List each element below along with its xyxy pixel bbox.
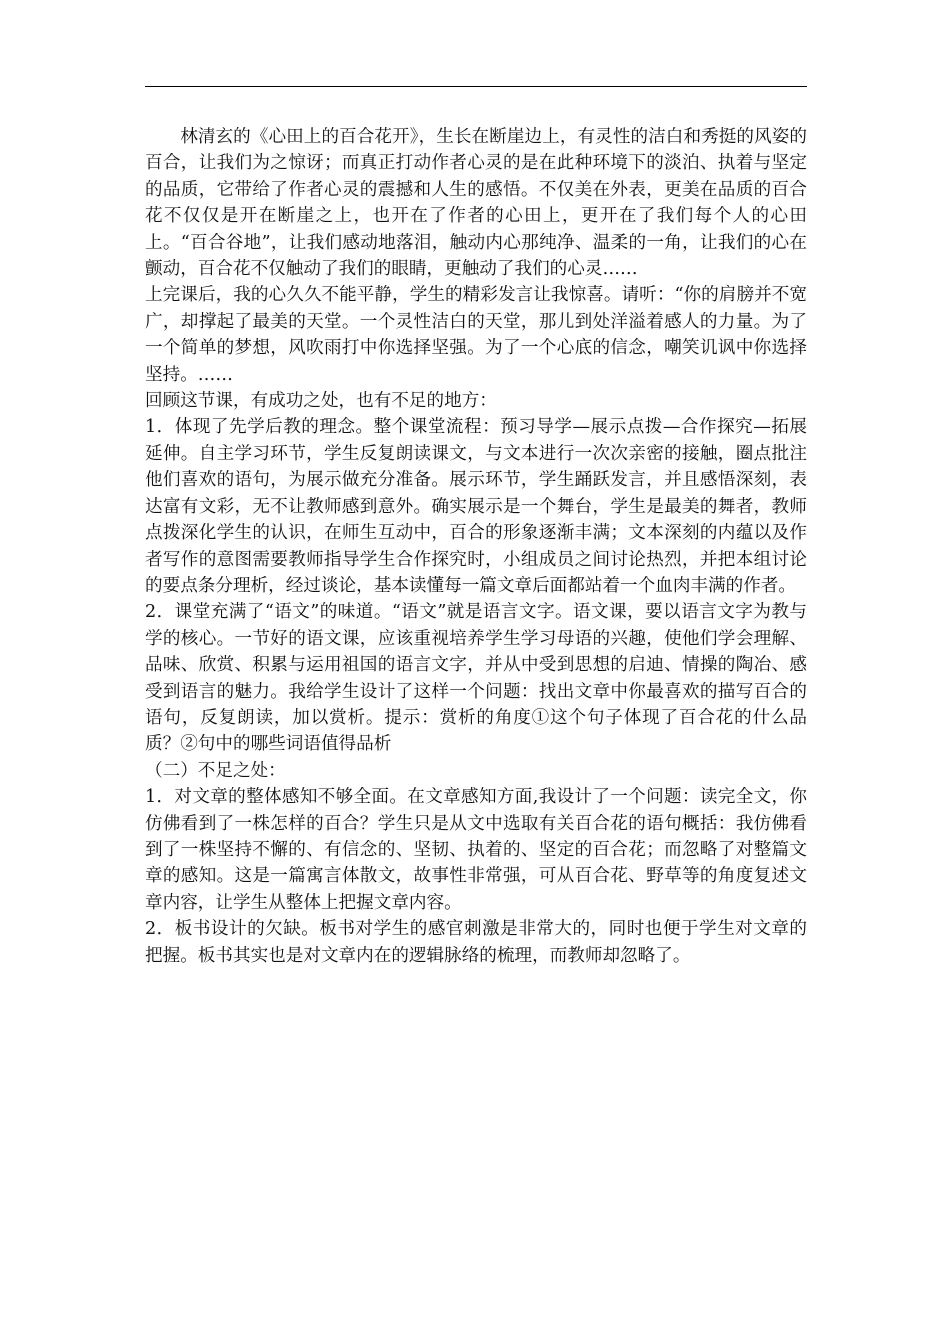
shortcoming-point-1: 1．对文章的整体感知不够全面。在文章感知方面,我设计了一个问题：读完全文，你仿佛看到了一株怎样的百合？学生只是从文中选取有关百合花的语句概括：我仿佛看到了一株坚持不懈的、有信念的、坚韧、执着的、坚定的百合花；而忽略了对整篇文章的感知。这是一篇寓言体散文，故事性非常强，可从百合花、野草等的角度复述文章内容，让学生从整体上把握文章内容。 bbox=[145, 787, 807, 913]
shortcoming-point-2: 2．板书设计的欠缺。板书对学生的感官刺激是非常大的，同时也便于学生对文章的把握。板书其实也是对文章内在的逻辑脉络的梳理，而教师却忽略了。 bbox=[145, 919, 807, 966]
header-rule bbox=[145, 86, 807, 87]
success-point-2: 2．课堂充满了“语文”的味道。“语文”就是语言文字。语文课，要以语言文字为教与学的核心。一节好的语文课，应该重视培养学生学习母语的兴趣，使他们学会理解、品味、欣赏、积累与运用祖国的语言文字，并从中受到思想的启迪、情操的陶冶、感受到语言的魅力。我给学生设计了这样一个问题：找出文章中你最喜欢的描写百合的语句，反复朗读，加以赏析。提示：赏析的角度①这个句子体现了百合花的什么品质？②句中的哪些词语值得品析 bbox=[145, 602, 807, 755]
intro-paragraph: 林清玄的《心田上的百合花开》，生长在断崖边上，有灵性的洁白和秀挺的风姿的百合，让我们为之惊讶；而真正打动作者心灵的是在此种环境下的淡泊、执着与坚定的品质，它带给了作者心灵的震撼和人生的感悟。不仅美在外表，更美在品质的百合花不仅仅是开在断崖之上，也开在了作者的心田上，更开在了我们每个人的心田上。“百合谷地”，让我们感动地落泪，触动内心那纯净、温柔的一角，让我们的心在颤动，百合花不仅触动了我们的眼睛，更触动了我们的心灵…… bbox=[145, 127, 807, 280]
success-point-1: 1．体现了先学后教的理念。整个课堂流程：预习导学—展示点拨—合作探究—拓展延伸。自主学习环节，学生反复朗读课文，与文本进行一次次亲密的接触，圈点批注他们喜欢的语句，为展示做充分准备。展示环节，学生踊跃发言，并且感悟深刻，表达富有文彩，无不让教师感到意外。确实展示是一个舞台，学生是最美的舞者，教师点拨深化学生的认识，在师生互动中，百合的形象逐渐丰满；文本深刻的内蕴以及作者写作的意图需要教师指导学生合作探究时，小组成员之间讨论热烈，并把本组讨论的要点条分理析，经过谈论，基本读懂每一篇文章后面都站着一个血肉丰满的作者。 bbox=[145, 417, 807, 596]
document-body bbox=[145, 124, 807, 969]
shortcomings-heading: （二）不足之处： bbox=[145, 760, 286, 781]
reflection-paragraph: 上完课后，我的心久久不能平静，学生的精彩发言让我惊喜。请听：“你的肩膀并不宽广，却撑起了最美的天堂。一个灵性洁白的天堂，那儿到处洋溢着感人的力量。为了一个简单的梦想，风吹雨打中你选择坚强。为了一个心底的信念，嘲笑讥讽中你选择坚持。…… bbox=[145, 285, 807, 385]
review-paragraph: 回顾这节课，有成功之处，也有不足的地方： bbox=[145, 391, 497, 412]
